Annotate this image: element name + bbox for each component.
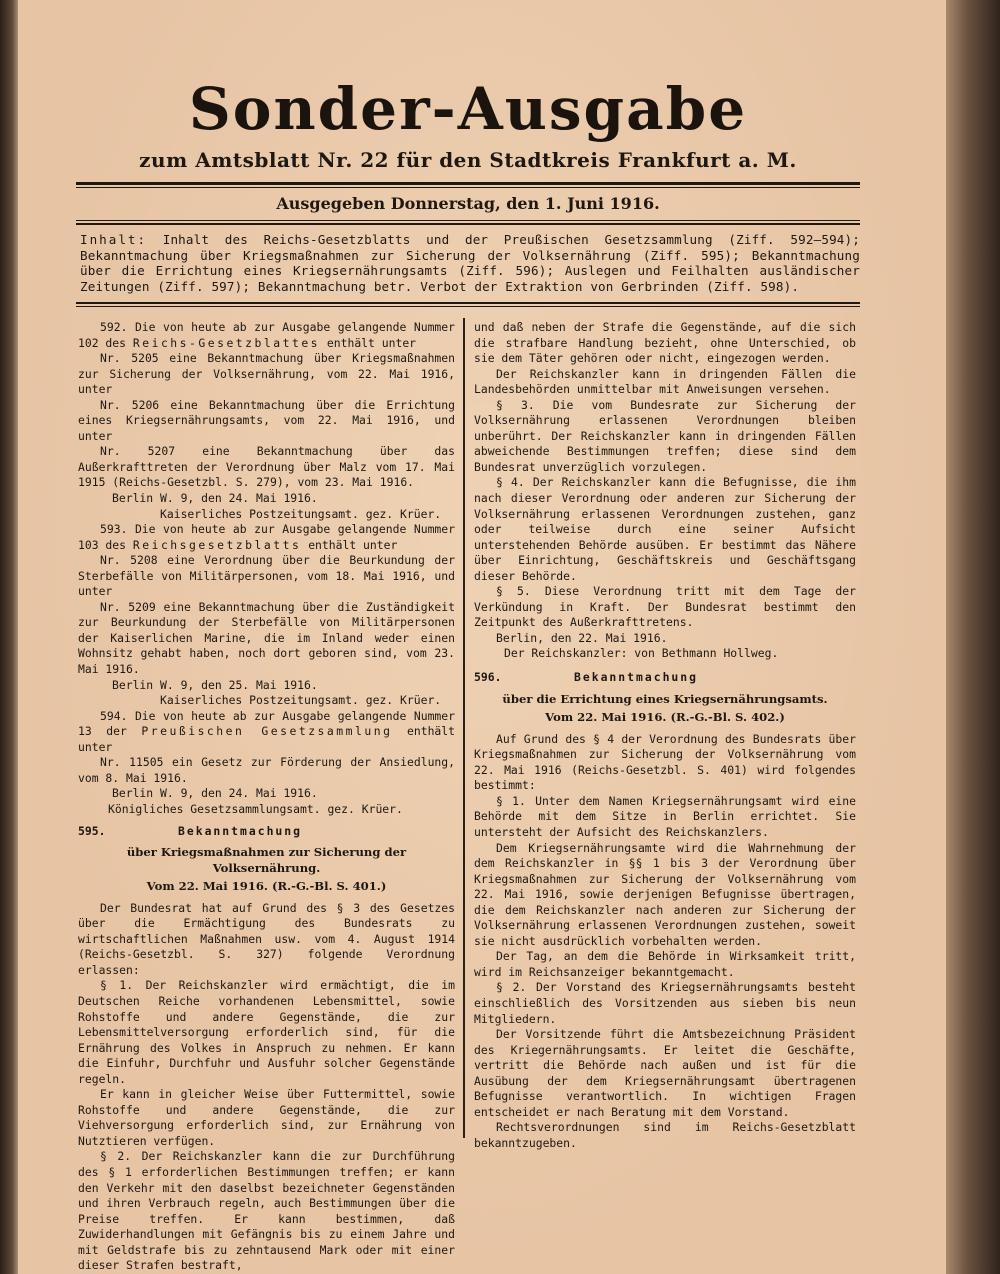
paragraph: Nr. 5205 eine Bekanntmachung über Kriegsmaßnahmen zur Sicherung der Volksernährung, vom 22. Mai 1916, unter (78, 351, 455, 397)
section-592 (78, 320, 455, 351)
paragraph: § 5. Diese Verordnung tritt mit dem Tage der Verkündung in Kraft. Der Bundesrat bestimmt den Zeitpunkt des Außerkrafttretens. (474, 584, 856, 630)
paragraph: Der Vorsitzende führt die Amtsbezeichnung Präsident des Kriegernährungsamts. Er leitet die Geschäfte, vertritt die Behörde nach außen und ist für die Ausübung der dem Kriegsernährungsamt übertragenen Befugnisse verantwortlich. In wichtigen Fragen entscheidet er nach Beratung mit dem Vorstand. (474, 1027, 856, 1119)
toc-label: Inhalt: (80, 232, 148, 247)
paragraph: Dem Kriegsernährungsamte wird die Wahrnehmung der dem Reichskanzler in §§ 1 bis 3 der Verordnung über Kriegsmaßnahmen zur Sicherung der Volksernährung vom 22. Mai 1916, sowie derjenigen Befugnisse übertragen, die dem Reichskanzler nach anderen zur Sicherung der Volksernährung erlassenen Verordnungen zustehen, soweit sie nicht ausdrücklich vorbehalten werden. (474, 840, 856, 948)
paragraph: Nr. 5209 eine Bekanntmachung über die Zuständigkeit zur Beurkundung der Sterbefälle von Militärpersonen der Kaiserlichen Marine, die im Inland weder einen Wohnsitz gehabt haben, noch dort geboren sind, vom 23. Mai 1916. (78, 599, 455, 677)
paragraph: Der Tag, an dem die Behörde in Wirksamkeit tritt, wird im Reichsanzeiger bekanntgemacht. (474, 949, 856, 979)
divider (76, 220, 860, 221)
paragraph: § 1. Unter dem Namen Kriegsernährungsamt wird eine Behörde mit dem Sitze in Berlin errichtet. Sie untersteht der Aufsicht des Reichskanzlers. (474, 793, 856, 839)
issue-date: Ausgegeben Donnerstag, den 1. Juni 1916. (276, 194, 660, 213)
paragraph: enthält unter (78, 724, 456, 754)
section-number: 596. (474, 670, 502, 685)
document-page (18, 0, 948, 1274)
dateline: Berlin W. 9, den 25. Mai 1916. (112, 677, 318, 692)
section-heading: Bekanntmachung (178, 823, 303, 838)
emphasis: Reichs-Gesetzblattes (132, 335, 321, 350)
signature: Königliches Gesetzsammlungsamt. gez. Krüer. (108, 801, 403, 816)
section-subheading: über Kriegsmaßnahmen zur Sicherung der Volksernährung. (126, 845, 407, 875)
paragraph: § 1. Der Reichskanzler wird ermächtigt, die im Deutschen Reiche vorhandenen Lebensmittel, sowie Rohstoffe und andere Gegenstände, die zur Lebensmittelversorgung erforderlich sind, für die Ernährung des Volkes in Anspruch zu nehmen. Er kann die Einfuhr, Durchfuhr und Ausfuhr solcher Gegenstände regeln. (78, 978, 455, 1086)
paragraph: enthält unter (326, 335, 417, 350)
toc-text: Inhalt des Reichs-Gesetzblatts und der Preußischen Gesetzsammlung (Ziff. 592—594); Bekanntmachung über Kriegsmaßnahmen zur Sicherung der Volksernährung (Ziff. 595); Bekanntmachung über die Errichtung eines Kriegsernährungsamts (Ziff. 596); Auslegen und Feilhalten ausländischer Zeitungen (Ziff. 597); Bekanntmachung betr. Verbot der Extraktion von Gerbrinden (Ziff. 598). (80, 232, 860, 294)
emphasis: Preußischen Gesetzsammlung (141, 724, 393, 739)
paragraph: enthält unter (308, 537, 398, 552)
paragraph: Nr. 5207 eine Bekanntmachung über das Außerkrafttreten der Verordnung über Malz vom 17. Mai 1915 (Reichs-Gesetzbl. S. 279), vom 23. Mai 1916. (78, 444, 455, 490)
paragraph: 593. Die von heute ab zur Ausgabe gelangende Nummer 103 des (78, 522, 455, 552)
paragraph: 594. Die von heute ab zur Ausgabe gelangende Nummer 13 der (78, 708, 455, 739)
paragraph: 592. Die von heute ab zur Ausgabe gelangende Nummer 102 des (78, 320, 455, 350)
section-date: Vom 22. Mai 1916. (R.-G.-Bl. S. 401.) (146, 879, 387, 894)
paragraph: Er kann in gleicher Weise über Futtermittel, sowie Rohstoffe und andere Gegenstände, die zur Viehversorgung erforderlich sind, zur Ernährung von Nutztieren verfügen. (78, 1087, 455, 1148)
section-subheading: über die Errichtung eines Kriegsernährungsamts. (502, 691, 828, 706)
paragraph: § 2. Der Reichskanzler kann die zur Durchführung des § 1 erforderlichen Bestimmungen treffen; er kann den Verkehr mit den daselbst bezeichneter Gegenständen und ihren Verbrauch regeln, auch Bestimmungen über die Preise treffen. Er kann bestimmen, daß Zuwiderhandlungen mit Gefängnis bis zu einem Jahre und mit Geldstrafe bis zu zehntausend Mark oder mit einer dieser Strafen bestraft, (78, 1149, 455, 1273)
page-title: Sonder-Ausgabe (188, 75, 748, 143)
paragraph: Der Bundesrat hat auf Grund des § 3 des Gesetzes über die Ermächtigung des Bundesrats zu wirtschaftlichen Maßnahmen usw. vom 4. August 1914 (Reichs-Gesetzbl. S. 327) folgende Verordnung erlassen: (78, 900, 455, 977)
paragraph: Rechtsverordnungen sind im Reichs-Gesetzblatt bekanntzugeben. (474, 1120, 856, 1150)
paragraph: § 2. Der Vorstand des Kriegsernährungsamts besteht einschließlich des Vorsitzenden aus sieben bis neun Mitgliedern. (474, 980, 856, 1026)
signature: Kaiserliches Postzeitungsamt. gez. Krüer. (160, 693, 442, 708)
paragraph: Der Reichskanzler kann in dringenden Fällen die Landesbehörden unmittelbar mit Anweisungen versehen. (474, 366, 856, 397)
paragraph: Nr. 5208 eine Verordnung über die Beurkundung der Sterbefälle von Militärpersonen, vom 18. Mai 1916, und unter (78, 553, 455, 599)
emphasis: Reichsgesetzblatts (132, 537, 302, 552)
table-of-contents (80, 232, 860, 294)
section-594 (78, 709, 455, 756)
dateline: Berlin W. 9, den 24. Mai 1916. (112, 491, 318, 506)
column-right (474, 320, 856, 1151)
section-596-header (474, 670, 856, 686)
dateline: Berlin W. 9, den 24. Mai 1916. (112, 786, 318, 801)
divider (76, 302, 860, 304)
dateline: Berlin, den 22. Mai 1916. (496, 630, 668, 645)
column-left (78, 320, 455, 1274)
page-subtitle: zum Amtsblatt Nr. 22 für den Stadtkreis Frankfurt a. M. (139, 148, 797, 172)
divider (76, 306, 860, 307)
section-595-header (78, 824, 455, 840)
divider (76, 187, 860, 188)
paragraph: Nr. 5206 eine Bekanntmachung über die Errichtung eines Kriegsernährungsamts, vom 22. Mai 1916, und unter (78, 397, 455, 443)
divider (76, 223, 860, 225)
paragraph: § 4. Der Reichskanzler kann die Befugnisse, die ihm nach dieser Verordnung oder anderen zur Sicherung der Volksernährung erlassenen Verordnungen zustehen, ganz oder teilweise durch eine seiner Aufsicht unterstehenden Behörde ausüben. Er bestimmt das Nähere über Einrichtung, Geschäftskreis und Geschäftsgang dieser Behörde. (474, 475, 856, 583)
column-divider (463, 318, 465, 1138)
paragraph: Nr. 11505 ein Gesetz zur Förderung der Ansiedlung, vom 8. Mai 1916. (78, 755, 455, 785)
section-number: 595. (78, 823, 106, 838)
divider (76, 182, 860, 185)
signature: Kaiserliches Postzeitungsamt. gez. Krüer. (160, 506, 442, 521)
paragraph: § 3. Die vom Bundesrate zur Sicherung der Volksernährung erlassenen Verordnungen bleiben unberührt. Der Reichskanzler kann in dringenden Fällen abweichende Bestimmungen treffen; diese sind dem Bundesrat unverzüglich vorzulegen. (474, 397, 856, 474)
book-gutter (0, 0, 20, 1274)
paragraph: Auf Grund des § 4 der Verordnung des Bundesrats über Kriegsmaßnahmen zur Sicherung der Volksernährung vom 22. Mai 1916 (Reichs-Gesetzbl. S. 401) wird folgendes bestimmt: (474, 731, 856, 793)
section-heading: Bekanntmachung (574, 670, 699, 685)
section-date: Vom 22. Mai 1916. (R.-G.-Bl. S. 402.) (545, 710, 785, 725)
book-edge (946, 0, 1000, 1274)
paragraph: und daß neben der Strafe die Gegenstände, auf die sich die strafbare Handlung bezieht, ohne Unterschied, ob sie dem Täter gehören oder nicht, eingezogen werden. (474, 320, 856, 366)
signature: Der Reichskanzler: von Bethmann Hollweg. (504, 646, 779, 661)
section-593 (78, 522, 455, 553)
